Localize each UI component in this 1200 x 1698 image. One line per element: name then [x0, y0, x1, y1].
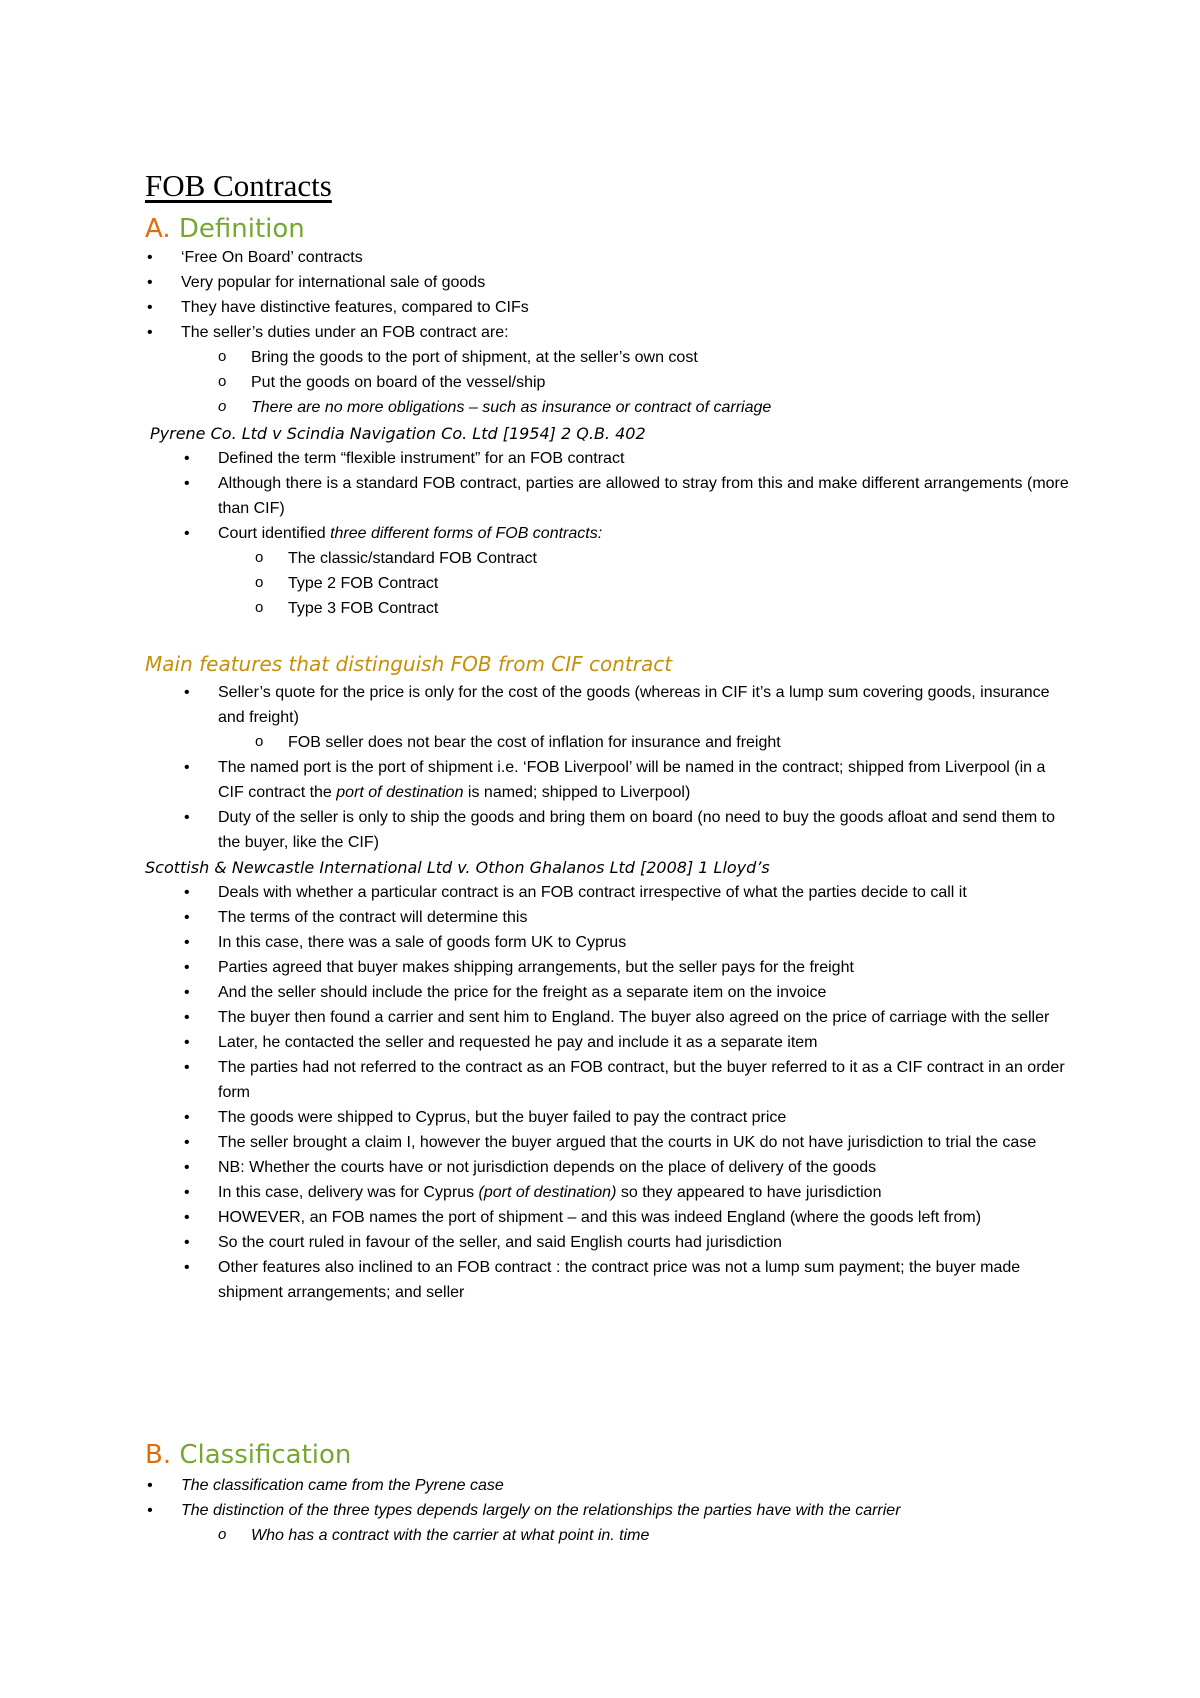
sub-list-item: o Put the goods on board of the vessel/ship [145, 370, 1145, 395]
list-item: • In this case, there was a sale of goods form UK to Cyprus [182, 930, 1072, 955]
features-2-text-end: is named; shipped to Liverpool) [463, 784, 691, 801]
pyrene-list [182, 446, 1072, 621]
list-item: • Defined the term “flexible instrument” for an FOB contract [182, 446, 1072, 471]
list-item: • And the seller should include the price for the freight as a separate item on the invoice [182, 980, 1072, 1005]
section-b-heading [145, 1442, 351, 1468]
sub-list-item: o There are no more obligations – such as insurance or contract of carriage [145, 395, 1145, 420]
list-item [182, 521, 1072, 546]
classification-list [145, 1473, 1145, 1548]
features-2-italic: port of destination [336, 784, 464, 801]
features-2-text: The named port is the port of shipment i.e. ‘FOB Liverpool’ will be named in the contract; shipped from Liverpool (in a CIF contract the [218, 759, 1046, 801]
list-item: • Although there is a standard FOB contract, parties are allowed to stray from this and make different arrangements (more than CIF) [182, 471, 1072, 521]
court-text: Court identified [218, 525, 331, 542]
features-heading: Main features that distinguish FOB from CIF contract [145, 652, 673, 676]
list-item [182, 1180, 1072, 1205]
features-list [182, 680, 1072, 855]
scottish-list [182, 880, 1072, 1305]
list-item: • The goods were shipped to Cyprus, but the buyer failed to pay the contract price [182, 1105, 1072, 1130]
sub-list-item: o Type 3 FOB Contract [182, 596, 1072, 621]
list-item: • Other features also inclined to an FOB contract : the contract price was not a lump sum payment; the buyer made shipment arrangements; and seller [182, 1255, 1072, 1305]
list-item: • The distinction of the three types depends largely on the relationships the parties have with the carrier [145, 1498, 1145, 1523]
list-item: • Duty of the seller is only to ship the goods and bring them on board (no need to buy the goods afloat and send them to the buyer, like the CIF) [182, 805, 1072, 855]
list-item: • Deals with whether a particular contract is an FOB contract irrespective of what the parties decide to call it [182, 880, 1072, 905]
list-item: • The parties had not referred to the contract as an FOB contract, but the buyer referred to it as a CIF contract in an order form [182, 1055, 1072, 1105]
list-item: • Parties agreed that buyer makes shipping arrangements, but the seller pays for the freight [182, 955, 1072, 980]
definition-list [145, 245, 1145, 420]
list-item: • They have distinctive features, compared to CIFs [145, 295, 1145, 320]
cyprus-text-italic: (port of destination) [478, 1184, 617, 1201]
list-item: • The terms of the contract will determine this [182, 905, 1072, 930]
list-item: • The buyer then found a carrier and sent him to England. The buyer also agreed on the price of carriage with the seller [182, 1005, 1072, 1030]
page-title: FOB Contracts [145, 168, 332, 203]
sub-list-item: o Type 2 FOB Contract [182, 571, 1072, 596]
cyprus-text: In this case, delivery was for Cyprus [218, 1184, 479, 1201]
list-item: • The seller brought a claim I, however the buyer argued that the courts in UK do not have jurisdiction to trial the case [182, 1130, 1072, 1155]
section-b-title: Classification [179, 1440, 352, 1470]
list-item: • HOWEVER, an FOB names the port of shipment – and this was indeed England (where the goods left from) [182, 1205, 1072, 1230]
sub-list-item: o FOB seller does not bear the cost of inflation for insurance and freight [182, 730, 1072, 755]
section-b-letter: B. [145, 1440, 172, 1470]
list-item: • NB: Whether the courts have or not jurisdiction depends on the place of delivery of the goods [182, 1155, 1072, 1180]
list-item: • The classification came from the Pyrene case [145, 1473, 1145, 1498]
list-item: • So the court ruled in favour of the seller, and said English courts had jurisdiction [182, 1230, 1072, 1255]
list-item: • Later, he contacted the seller and requested he pay and include it as a separate item [182, 1030, 1072, 1055]
list-item: • The seller’s duties under an FOB contract are: [145, 320, 1145, 345]
section-a-heading [145, 216, 305, 242]
list-item: • ‘Free On Board’ contracts [145, 245, 1145, 270]
section-a-letter: A. [145, 214, 171, 244]
court-text-italic: three different forms of FOB contracts: [330, 525, 603, 542]
sub-list-item: o Bring the goods to the port of shipment, at the seller’s own cost [145, 345, 1145, 370]
case-citation-pyrene: Pyrene Co. Ltd v Scindia Navigation Co. Ltd [1954] 2 Q.B. 402 [150, 424, 646, 443]
list-item: • Very popular for international sale of goods [145, 270, 1145, 295]
case-citation-scottish: Scottish & Newcastle International Ltd v. Othon Ghalanos Ltd [2008] 1 Lloyd’s [145, 858, 770, 877]
cyprus-text-end: so they appeared to have jurisdiction [616, 1184, 882, 1201]
section-a-title: Definition [178, 214, 305, 244]
list-item [182, 755, 1072, 805]
sub-list-item: o Who has a contract with the carrier at what point in. time [145, 1523, 1145, 1548]
sub-list-item: o The classic/standard FOB Contract [182, 546, 1072, 571]
list-item: • Seller’s quote for the price is only for the cost of the goods (whereas in CIF it’s a lump sum covering goods, insurance and freight) [182, 680, 1072, 730]
